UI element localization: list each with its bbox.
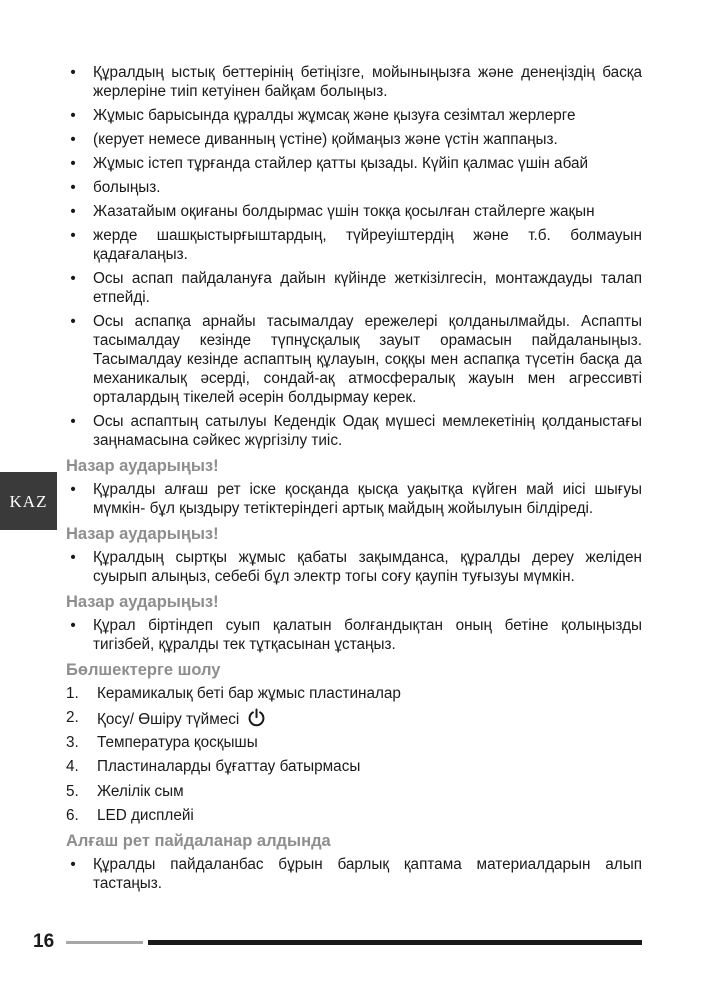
list-item	[66, 480, 642, 518]
item-label: Қосу/ Өшіру түймесі	[97, 711, 240, 729]
warning-heading: Назар аударыңыз!	[66, 593, 219, 611]
intro-bullet-list	[66, 63, 642, 450]
bullet-marker: •	[70, 270, 76, 287]
warning-heading: Назар аударыңыз!	[66, 525, 219, 543]
list-item	[66, 548, 642, 586]
power-icon	[247, 708, 266, 727]
warning-list	[66, 548, 642, 586]
parts-list-item	[66, 782, 642, 801]
item-number: 2.	[66, 709, 79, 727]
parts-heading: Бөлшектерге шолу	[66, 661, 221, 679]
item-label: Желілік сым	[97, 782, 184, 800]
list-item-text: Құралдың сыртқы жұмыс қабаты зақымданса, құралды дереу желіден суырып алыңыз, себебі бұл электр тогы соғу қаупін туғызуы мүмкін.	[93, 549, 642, 585]
item-number: 4.	[66, 758, 79, 776]
item-label: LED дисплейі	[97, 806, 194, 824]
parts-list-item	[66, 708, 642, 727]
list-item-text: Осы аспап пайдалануға дайын күйінде жеткізілгесін, монтаждауды талап етпейді.	[93, 270, 642, 306]
warning-list	[66, 616, 642, 654]
bullet-marker: •	[70, 203, 76, 220]
list-item	[66, 154, 642, 173]
warning-heading: Назар аударыңыз!	[66, 457, 219, 475]
list-item	[66, 178, 642, 197]
list-item	[66, 855, 642, 893]
language-tab: KAZ	[0, 472, 57, 530]
list-item	[66, 269, 642, 307]
list-item-text: Жұмыс барысында құралды жұмсақ және қызуға сезімтал жерлерге	[93, 107, 576, 124]
bullet-marker: •	[70, 131, 76, 148]
bullet-marker: •	[70, 856, 76, 874]
bullet-marker: •	[70, 413, 76, 430]
page-content	[66, 63, 642, 898]
parts-list-item	[66, 733, 642, 752]
parts-list-item	[66, 757, 642, 776]
list-item	[66, 616, 642, 654]
list-item	[66, 202, 642, 221]
item-number: 3.	[66, 733, 79, 751]
bullet-marker: •	[70, 179, 76, 196]
item-number: 6.	[66, 806, 79, 824]
first-use-list	[66, 855, 642, 893]
item-number: 5.	[66, 782, 79, 800]
list-item-text: Құралды алғаш рет іске қосқанда қысқа уақытқа күйген май иісі шығуы мүмкін- бұл қыздыру тетіктеріндегі артық майдың жойылуын білдіреді.	[93, 481, 642, 517]
bullet-marker: •	[70, 313, 76, 330]
list-item	[66, 63, 642, 101]
item-number: 1.	[66, 685, 79, 702]
list-item-text: Жазатайым оқиғаны болдырмас үшін токқа қосылған стайлерге жақын	[93, 203, 595, 220]
list-item-text: Құрал біртіндеп суып қалатын болғандықтан оның бетіне қолыңызды тигізбей, құралды тек тұтқасынан ұстаңыз.	[93, 617, 642, 653]
list-item-text: Жұмыс істеп тұрғанда стайлер қатты қызады. Күйіп қалмас үшін абай	[93, 155, 589, 172]
bullet-marker: •	[70, 107, 76, 124]
list-item	[66, 226, 642, 264]
list-item-text: Осы аспапқа арнайы тасымалдау ережелері қолданылмайды. Аспапты тасымалдау кезінде түпнұсқалық зауыт орамасын пайдаланыңыз. Тасымалдау кезінде аспаптың құлауын, соққы мен аспапқа түсетін басқа да механикалық әсерді, сондай-ақ атмосфералық жауын мен агрессивті орталардың тікелей әсерін болдырмау керек.	[93, 313, 642, 406]
page-number: 16	[33, 931, 55, 952]
footer-rule-black	[148, 940, 642, 945]
bullet-marker: •	[70, 617, 76, 634]
list-item-text: Құралды пайдаланбас бұрын барлық қаптама материалдарын алып тастаңыз.	[93, 856, 642, 893]
parts-list-item	[66, 684, 642, 703]
list-item-text: (керует немесе диванның үстіне) қоймаңыз және үстін жаппаңыз.	[93, 131, 558, 148]
footer-rule-gray	[66, 941, 143, 944]
list-item	[66, 412, 642, 450]
item-label: Керамикалық беті бар жұмыс пластиналар	[97, 685, 401, 702]
bullet-marker: •	[70, 227, 76, 244]
list-item-text: Құралдың ыстық беттерінің бетіңізге, мойыныңызға және денеңіздің басқа жерлеріне тиіп кетуінен байқам болыңыз.	[93, 64, 642, 100]
list-item	[66, 312, 642, 407]
list-item	[66, 106, 642, 125]
bullet-marker: •	[70, 64, 76, 81]
list-item-text: жерде шашқыстырғыштардың, түйреуіштердің және т.б. болмауын қадағалаңыз.	[93, 227, 642, 263]
list-item	[66, 130, 642, 149]
list-item-text: Осы аспаптың сатылуы Кедендік Одақ мүшесі мемлекетінің қолданыстағы заңнамасына сәйкес жүргізілу тиіс.	[93, 413, 642, 449]
item-label: Пластиналарды бұғаттау батырмасы	[97, 758, 361, 776]
bullet-marker: •	[70, 481, 76, 498]
parts-list	[66, 684, 642, 825]
list-item-text: болыңыз.	[93, 179, 161, 196]
item-label: Температура қосқышы	[97, 733, 258, 751]
bullet-marker: •	[70, 155, 76, 172]
warning-list	[66, 480, 642, 518]
first-use-heading: Алғаш рет пайдаланар алдында	[66, 832, 331, 851]
parts-list-item	[66, 806, 642, 825]
bullet-marker: •	[70, 549, 76, 566]
